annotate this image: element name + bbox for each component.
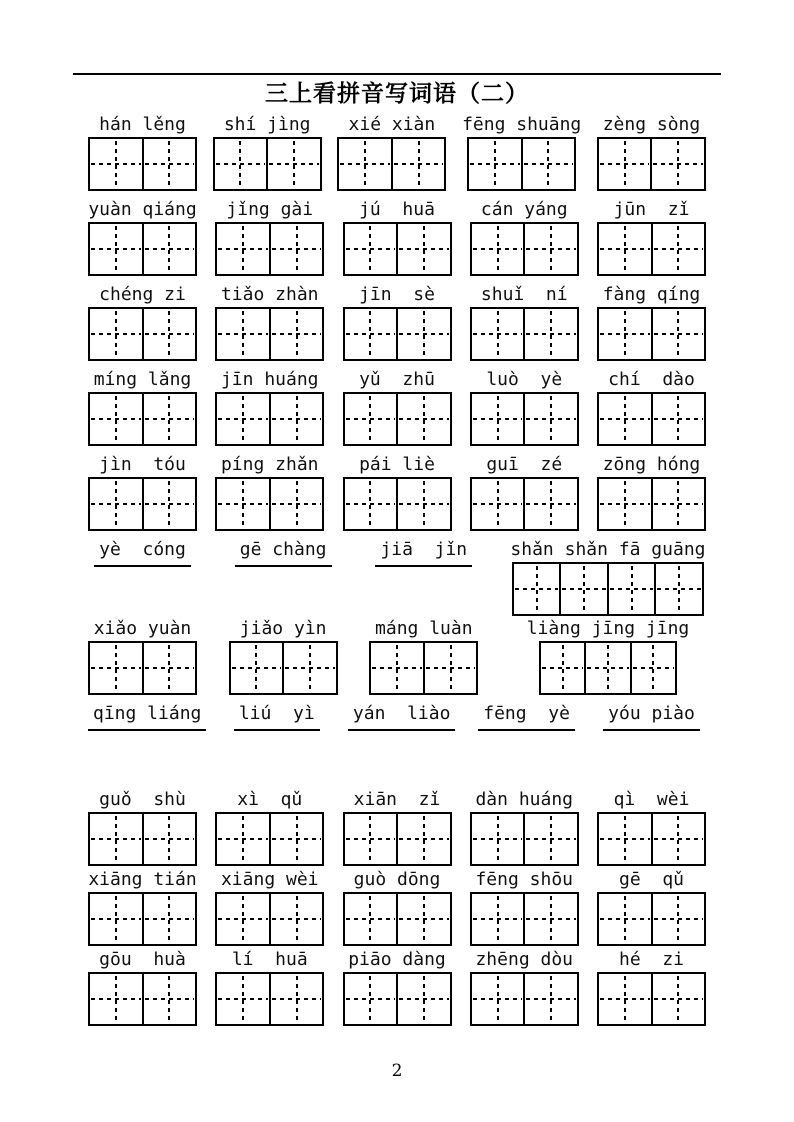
word-item (597, 702, 706, 733)
pinyin-label: fēng shuāng (462, 114, 582, 135)
writing-cell[interactable] (523, 479, 577, 529)
writing-cell[interactable] (345, 974, 397, 1024)
page-title: 三上看拼音写词语（二） (265, 80, 529, 106)
writing-grid[interactable] (597, 812, 706, 866)
writing-cell[interactable] (269, 974, 323, 1024)
word-item (369, 538, 478, 569)
word-item (369, 617, 478, 695)
pinyin-label: xì qǔ (237, 789, 303, 810)
writing-grid[interactable] (470, 222, 579, 276)
pinyin-label: pái liè (359, 454, 435, 475)
writing-cell[interactable] (90, 394, 142, 444)
writing-cell[interactable] (345, 814, 397, 864)
pinyin-label: fēng shōu (475, 869, 574, 890)
writing-cell[interactable] (523, 814, 577, 864)
writing-cell[interactable] (391, 139, 445, 189)
word-item (470, 453, 579, 531)
writing-cell[interactable] (523, 394, 577, 444)
writing-cell[interactable] (396, 974, 450, 1024)
section-2 (88, 788, 706, 1026)
worksheet-content (88, 113, 706, 1026)
pinyin-label: chéng zi (99, 284, 186, 305)
word-item (88, 113, 197, 191)
writing-grid[interactable] (343, 392, 452, 446)
writing-cell[interactable] (523, 974, 577, 1024)
writing-grid[interactable] (215, 892, 324, 946)
word-item (88, 702, 206, 733)
pinyin-label: luò yè (486, 369, 563, 390)
word-item (597, 368, 706, 446)
pinyin-label: jiǎo yìn (239, 618, 327, 639)
pinyin-label: xié xiàn (348, 114, 436, 135)
writing-grid[interactable] (369, 641, 478, 695)
word-item (470, 368, 579, 446)
writing-grid[interactable] (88, 812, 197, 866)
word-item (88, 868, 197, 946)
writing-cell[interactable] (282, 643, 336, 693)
writing-cell[interactable] (599, 814, 651, 864)
writing-grid[interactable] (539, 641, 677, 695)
pinyin-label: gē chàng (235, 538, 332, 567)
word-item (343, 948, 452, 1026)
pinyin-label: zōng hóng (602, 454, 701, 475)
writing-grid[interactable] (215, 222, 324, 276)
writing-cell[interactable] (345, 894, 397, 944)
writing-cell[interactable] (584, 643, 629, 693)
word-item (597, 283, 706, 361)
writing-cell[interactable] (339, 139, 391, 189)
writing-cell[interactable] (266, 139, 320, 189)
writing-cell[interactable] (472, 309, 524, 359)
writing-cell[interactable] (269, 224, 323, 274)
writing-cell[interactable] (599, 309, 651, 359)
writing-cell[interactable] (217, 894, 269, 944)
writing-cell[interactable] (651, 894, 705, 944)
pinyin-label: cán yáng (480, 199, 568, 220)
writing-cell[interactable] (345, 224, 397, 274)
writing-grid[interactable] (215, 307, 324, 361)
writing-cell[interactable] (217, 394, 269, 444)
word-item (597, 788, 706, 866)
writing-cell[interactable] (142, 894, 196, 944)
word-row (88, 617, 706, 695)
writing-cell[interactable] (90, 814, 142, 864)
word-row (88, 868, 706, 946)
word-item (597, 113, 706, 191)
writing-grid[interactable] (597, 477, 706, 531)
writing-cell[interactable] (217, 974, 269, 1024)
writing-cell[interactable] (654, 564, 702, 614)
word-item (597, 948, 706, 1026)
pinyin-label: jìn tóu (99, 454, 186, 475)
writing-grid[interactable] (343, 892, 452, 946)
word-item (470, 948, 579, 1026)
word-item (215, 868, 324, 946)
writing-grid[interactable] (512, 562, 704, 616)
word-item (343, 788, 452, 866)
pinyin-label: yè cóng (94, 538, 191, 567)
writing-grid[interactable] (470, 972, 579, 1026)
writing-cell[interactable] (90, 643, 142, 693)
pinyin-label: chí dào (608, 369, 695, 390)
writing-cell[interactable] (521, 139, 575, 189)
writing-grid[interactable] (597, 307, 706, 361)
writing-cell[interactable] (599, 394, 651, 444)
writing-cell[interactable] (650, 139, 704, 189)
pinyin-label: qīng liáng (88, 702, 206, 731)
word-item (88, 283, 197, 361)
writing-grid[interactable] (597, 222, 706, 276)
word-item (462, 113, 581, 191)
writing-cell[interactable] (217, 224, 269, 274)
word-item (343, 453, 452, 531)
pinyin-label: lí huā (231, 949, 308, 970)
word-item (597, 453, 706, 531)
word-item (88, 368, 197, 446)
header-rule (73, 73, 721, 75)
writing-cell[interactable] (599, 139, 651, 189)
writing-grid[interactable] (470, 477, 579, 531)
word-item (343, 198, 452, 276)
word-item (510, 538, 706, 616)
pinyin-label: liàng jīng jīng (526, 618, 690, 639)
writing-cell[interactable] (269, 894, 323, 944)
writing-cell[interactable] (217, 309, 269, 359)
writing-cell[interactable] (90, 894, 142, 944)
writing-cell[interactable] (599, 894, 651, 944)
writing-cell[interactable] (90, 479, 142, 529)
pinyin-label: gōu huà (99, 949, 186, 970)
word-item (343, 868, 452, 946)
pinyin-label: zèng sòng (602, 114, 701, 135)
word-item (597, 198, 706, 276)
writing-cell[interactable] (396, 224, 450, 274)
writing-cell[interactable] (396, 479, 450, 529)
pinyin-label: yǔ zhū (359, 369, 435, 390)
writing-grid[interactable] (470, 307, 579, 361)
writing-grid[interactable] (597, 137, 706, 191)
word-item (229, 617, 338, 695)
writing-grid[interactable] (215, 812, 324, 866)
writing-cell[interactable] (345, 479, 397, 529)
writing-grid[interactable] (470, 392, 579, 446)
word-item (215, 788, 324, 866)
word-item (597, 868, 706, 946)
writing-cell[interactable] (651, 394, 705, 444)
pinyin-label: míng lǎng (93, 369, 192, 390)
writing-cell[interactable] (396, 309, 450, 359)
writing-grid[interactable] (215, 392, 324, 446)
pinyin-label: guǒ shù (99, 789, 186, 810)
writing-grid[interactable] (213, 137, 322, 191)
word-row (88, 702, 706, 733)
pinyin-label: jú huā (359, 199, 435, 220)
writing-cell[interactable] (142, 394, 196, 444)
pinyin-label: xiǎo yuàn (93, 618, 192, 639)
writing-cell[interactable] (469, 139, 521, 189)
writing-cell[interactable] (630, 643, 675, 693)
pinyin-label: liú yì (234, 702, 320, 731)
writing-grid[interactable] (88, 137, 197, 191)
writing-cell[interactable] (345, 394, 397, 444)
writing-cell[interactable] (599, 224, 651, 274)
word-item (337, 113, 446, 191)
word-item (472, 702, 581, 733)
writing-cell[interactable] (269, 309, 323, 359)
writing-grid[interactable] (343, 812, 452, 866)
writing-grid[interactable] (597, 392, 706, 446)
writing-grid[interactable] (215, 972, 324, 1026)
writing-grid[interactable] (343, 222, 452, 276)
writing-cell[interactable] (472, 479, 524, 529)
word-row (88, 788, 706, 866)
writing-grid[interactable] (215, 477, 324, 531)
writing-cell[interactable] (90, 139, 142, 189)
pinyin-label: jūn zǐ (613, 199, 690, 220)
word-item (215, 948, 324, 1026)
writing-grid[interactable] (470, 892, 579, 946)
writing-cell[interactable] (472, 224, 524, 274)
pinyin-label: xiān zǐ (353, 789, 441, 810)
pinyin-label: gē qǔ (618, 869, 685, 890)
writing-cell[interactable] (607, 564, 655, 614)
pinyin-label: hé zi (618, 949, 685, 970)
word-item (88, 198, 197, 276)
writing-cell[interactable] (371, 643, 423, 693)
pinyin-label: tiǎo zhàn (220, 284, 319, 305)
writing-cell[interactable] (523, 894, 577, 944)
pinyin-label: zhēng dòu (475, 949, 574, 970)
writing-cell[interactable] (599, 974, 651, 1024)
writing-cell[interactable] (269, 394, 323, 444)
writing-cell[interactable] (142, 643, 196, 693)
writing-cell[interactable] (90, 309, 142, 359)
writing-cell[interactable] (142, 814, 196, 864)
word-item (510, 617, 706, 695)
pinyin-label: shǎn shǎn fā guāng (510, 539, 706, 560)
word-item (88, 788, 197, 866)
writing-grid[interactable] (88, 892, 197, 946)
pinyin-label: hán lěng (99, 114, 186, 135)
word-item (215, 453, 324, 531)
pinyin-label: qì wèi (613, 789, 690, 810)
pinyin-label: jiā jǐn (375, 538, 472, 567)
pinyin-label: máng luàn (375, 618, 473, 639)
writing-cell[interactable] (345, 309, 397, 359)
word-item (343, 368, 452, 446)
word-item (215, 198, 324, 276)
word-item (470, 868, 579, 946)
pinyin-label: jīn sè (359, 284, 435, 305)
writing-grid[interactable] (597, 892, 706, 946)
pinyin-label: jǐng gài (226, 199, 314, 220)
writing-cell[interactable] (217, 479, 269, 529)
writing-grid[interactable] (470, 812, 579, 866)
word-row (88, 948, 706, 1026)
pinyin-label: píng zhǎn (220, 454, 319, 475)
word-item (88, 538, 197, 569)
writing-cell[interactable] (472, 394, 524, 444)
word-row (88, 453, 706, 531)
word-row (88, 538, 706, 616)
word-item (215, 283, 324, 361)
pinyin-label: piāo dàng (348, 949, 446, 970)
pinyin-label: yán liào (348, 702, 456, 731)
writing-cell[interactable] (269, 479, 323, 529)
writing-cell[interactable] (90, 224, 142, 274)
pinyin-label: guī zé (486, 454, 563, 475)
writing-grid[interactable] (88, 222, 197, 276)
writing-grid[interactable] (343, 307, 452, 361)
writing-cell[interactable] (396, 394, 450, 444)
pinyin-label: guò dōng (353, 869, 441, 890)
word-item (229, 538, 338, 569)
writing-grid[interactable] (88, 392, 197, 446)
writing-cell[interactable] (217, 814, 269, 864)
word-item (215, 368, 324, 446)
pinyin-label: yuàn qiáng (88, 199, 197, 220)
pinyin-label: jīn huáng (220, 369, 319, 390)
writing-cell[interactable] (651, 814, 705, 864)
word-row (88, 198, 706, 276)
word-row (88, 113, 706, 191)
writing-cell[interactable] (514, 564, 560, 614)
writing-cell[interactable] (523, 224, 577, 274)
word-item (88, 453, 197, 531)
writing-grid[interactable] (88, 307, 197, 361)
word-row (88, 368, 706, 446)
writing-cell[interactable] (215, 139, 267, 189)
writing-cell[interactable] (651, 479, 705, 529)
writing-cell[interactable] (142, 309, 196, 359)
word-row (88, 283, 706, 361)
writing-cell[interactable] (523, 309, 577, 359)
writing-cell[interactable] (651, 974, 705, 1024)
writing-grid[interactable] (229, 641, 338, 695)
writing-cell[interactable] (269, 814, 323, 864)
writing-grid[interactable] (88, 972, 197, 1026)
writing-grid[interactable] (88, 477, 197, 531)
writing-cell[interactable] (396, 894, 450, 944)
writing-cell[interactable] (472, 894, 524, 944)
page-number: 2 (391, 1061, 403, 1081)
writing-grid[interactable] (343, 972, 452, 1026)
writing-cell[interactable] (599, 479, 651, 529)
pinyin-label: shí jìng (223, 114, 311, 135)
writing-cell[interactable] (423, 643, 477, 693)
pinyin-label: dàn huáng (475, 789, 574, 810)
writing-cell[interactable] (559, 564, 607, 614)
writing-cell[interactable] (142, 479, 196, 529)
writing-cell[interactable] (541, 643, 584, 693)
pinyin-label: fàng qíng (602, 284, 701, 305)
writing-cell[interactable] (472, 974, 524, 1024)
writing-grid[interactable] (597, 972, 706, 1026)
writing-grid[interactable] (467, 137, 576, 191)
writing-grid[interactable] (343, 477, 452, 531)
writing-cell[interactable] (90, 974, 142, 1024)
writing-cell[interactable] (231, 643, 283, 693)
word-item (88, 948, 197, 1026)
writing-cell[interactable] (651, 224, 705, 274)
word-item (213, 113, 322, 191)
writing-cell[interactable] (142, 974, 196, 1024)
writing-grid[interactable] (88, 641, 197, 695)
word-item (347, 702, 456, 733)
pinyin-label: shuǐ ní (480, 284, 568, 305)
word-item (222, 702, 331, 733)
pinyin-label: xiāng tián (88, 869, 197, 890)
word-item (470, 788, 579, 866)
word-item (88, 617, 197, 695)
writing-cell[interactable] (472, 814, 524, 864)
word-item (470, 198, 579, 276)
word-item (343, 283, 452, 361)
writing-grid[interactable] (337, 137, 446, 191)
writing-cell[interactable] (142, 224, 196, 274)
writing-cell[interactable] (396, 814, 450, 864)
writing-cell[interactable] (142, 139, 196, 189)
section-1 (88, 113, 706, 733)
word-item (470, 283, 579, 361)
writing-cell[interactable] (651, 309, 705, 359)
pinyin-label: fēng yè (478, 702, 575, 731)
pinyin-label: yóu piào (603, 702, 700, 731)
pinyin-label: xiāng wèi (220, 869, 319, 890)
